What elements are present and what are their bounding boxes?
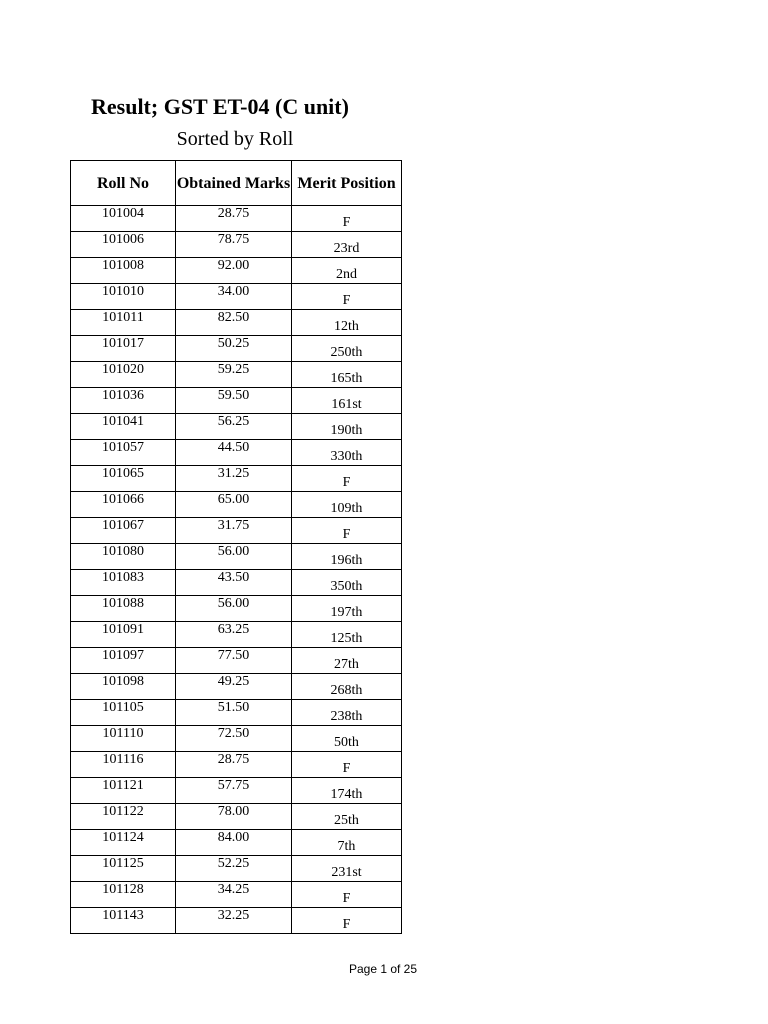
cell-obtained-marks: 65.00 bbox=[176, 492, 292, 518]
cell-merit-position: 330th bbox=[292, 440, 402, 466]
cell-obtained-marks: 72.50 bbox=[176, 726, 292, 752]
cell-merit-position: 190th bbox=[292, 414, 402, 440]
cell-merit-position: F bbox=[292, 206, 402, 232]
cell-obtained-marks: 49.25 bbox=[176, 674, 292, 700]
table-row bbox=[71, 726, 402, 752]
cell-merit-position: F bbox=[292, 908, 402, 934]
results-table-body bbox=[71, 206, 402, 934]
cell-obtained-marks: 31.25 bbox=[176, 466, 292, 492]
cell-obtained-marks: 50.25 bbox=[176, 336, 292, 362]
page-title: Result; GST ET-04 (C unit) bbox=[91, 94, 349, 119]
cell-obtained-marks: 92.00 bbox=[176, 258, 292, 284]
cell-merit-position: 165th bbox=[292, 362, 402, 388]
cell-roll-no: 101116 bbox=[71, 752, 176, 778]
cell-roll-no: 101125 bbox=[71, 856, 176, 882]
cell-obtained-marks: 28.75 bbox=[176, 206, 292, 232]
cell-roll-no: 101110 bbox=[71, 726, 176, 752]
cell-merit-position: 12th bbox=[292, 310, 402, 336]
cell-merit-position: 250th bbox=[292, 336, 402, 362]
cell-merit-position: 23rd bbox=[292, 232, 402, 258]
header-row bbox=[71, 161, 402, 206]
cell-obtained-marks: 28.75 bbox=[176, 752, 292, 778]
table-row bbox=[71, 440, 402, 466]
cell-obtained-marks: 59.50 bbox=[176, 388, 292, 414]
cell-roll-no: 101020 bbox=[71, 362, 176, 388]
table-row bbox=[71, 388, 402, 414]
cell-roll-no: 101006 bbox=[71, 232, 176, 258]
cell-obtained-marks: 84.00 bbox=[176, 830, 292, 856]
cell-obtained-marks: 56.00 bbox=[176, 596, 292, 622]
cell-obtained-marks: 52.25 bbox=[176, 856, 292, 882]
table-row bbox=[71, 882, 402, 908]
cell-roll-no: 101066 bbox=[71, 492, 176, 518]
table-row bbox=[71, 518, 402, 544]
cell-merit-position: 174th bbox=[292, 778, 402, 804]
cell-merit-position: 109th bbox=[292, 492, 402, 518]
table-row bbox=[71, 700, 402, 726]
cell-merit-position: 125th bbox=[292, 622, 402, 648]
table-row bbox=[71, 830, 402, 856]
cell-obtained-marks: 44.50 bbox=[176, 440, 292, 466]
table-row bbox=[71, 804, 402, 830]
cell-roll-no: 101121 bbox=[71, 778, 176, 804]
table-row bbox=[71, 544, 402, 570]
cell-roll-no: 101065 bbox=[71, 466, 176, 492]
cell-merit-position: 27th bbox=[292, 648, 402, 674]
cell-merit-position: F bbox=[292, 518, 402, 544]
cell-merit-position: 25th bbox=[292, 804, 402, 830]
cell-roll-no: 101097 bbox=[71, 648, 176, 674]
cell-roll-no: 101067 bbox=[71, 518, 176, 544]
table-row bbox=[71, 596, 402, 622]
cell-merit-position: F bbox=[292, 284, 402, 310]
cell-obtained-marks: 34.25 bbox=[176, 882, 292, 908]
cell-obtained-marks: 78.00 bbox=[176, 804, 292, 830]
cell-roll-no: 101010 bbox=[71, 284, 176, 310]
cell-roll-no: 101017 bbox=[71, 336, 176, 362]
header-roll-no: Roll No bbox=[71, 161, 176, 206]
cell-roll-no: 101080 bbox=[71, 544, 176, 570]
cell-roll-no: 101124 bbox=[71, 830, 176, 856]
cell-roll-no: 101143 bbox=[71, 908, 176, 934]
cell-merit-position: 350th bbox=[292, 570, 402, 596]
cell-merit-position: F bbox=[292, 882, 402, 908]
cell-obtained-marks: 59.25 bbox=[176, 362, 292, 388]
cell-roll-no: 101122 bbox=[71, 804, 176, 830]
cell-roll-no: 101036 bbox=[71, 388, 176, 414]
table-row bbox=[71, 570, 402, 596]
cell-merit-position: 7th bbox=[292, 830, 402, 856]
cell-merit-position: 161st bbox=[292, 388, 402, 414]
header-obtained-marks: Obtained Marks bbox=[176, 161, 292, 206]
cell-roll-no: 101083 bbox=[71, 570, 176, 596]
cell-obtained-marks: 32.25 bbox=[176, 908, 292, 934]
table-row bbox=[71, 232, 402, 258]
header-merit-position: Merit Position bbox=[292, 161, 402, 206]
cell-obtained-marks: 57.75 bbox=[176, 778, 292, 804]
cell-obtained-marks: 43.50 bbox=[176, 570, 292, 596]
cell-roll-no: 101091 bbox=[71, 622, 176, 648]
cell-roll-no: 101128 bbox=[71, 882, 176, 908]
table-row bbox=[71, 206, 402, 232]
cell-roll-no: 101098 bbox=[71, 674, 176, 700]
cell-obtained-marks: 82.50 bbox=[176, 310, 292, 336]
cell-roll-no: 101011 bbox=[71, 310, 176, 336]
cell-roll-no: 101105 bbox=[71, 700, 176, 726]
cell-merit-position: 238th bbox=[292, 700, 402, 726]
page-subtitle: Sorted by Roll bbox=[176, 128, 294, 150]
cell-roll-no: 101057 bbox=[71, 440, 176, 466]
table-row bbox=[71, 908, 402, 934]
table-row bbox=[71, 648, 402, 674]
table-row bbox=[71, 622, 402, 648]
table-row bbox=[71, 284, 402, 310]
cell-obtained-marks: 51.50 bbox=[176, 700, 292, 726]
cell-merit-position: 231st bbox=[292, 856, 402, 882]
table-row bbox=[71, 778, 402, 804]
cell-obtained-marks: 31.75 bbox=[176, 518, 292, 544]
table-row bbox=[71, 414, 402, 440]
table-row bbox=[71, 674, 402, 700]
cell-merit-position: F bbox=[292, 466, 402, 492]
results-table bbox=[70, 160, 402, 934]
cell-obtained-marks: 78.75 bbox=[176, 232, 292, 258]
cell-merit-position: 268th bbox=[292, 674, 402, 700]
table-row bbox=[71, 752, 402, 778]
cell-obtained-marks: 63.25 bbox=[176, 622, 292, 648]
cell-obtained-marks: 34.00 bbox=[176, 284, 292, 310]
cell-merit-position: F bbox=[292, 752, 402, 778]
cell-merit-position: 2nd bbox=[292, 258, 402, 284]
results-table-header bbox=[71, 161, 402, 206]
cell-merit-position: 196th bbox=[292, 544, 402, 570]
table-row bbox=[71, 466, 402, 492]
cell-roll-no: 101004 bbox=[71, 206, 176, 232]
table-row bbox=[71, 258, 402, 284]
cell-obtained-marks: 77.50 bbox=[176, 648, 292, 674]
cell-obtained-marks: 56.00 bbox=[176, 544, 292, 570]
cell-roll-no: 101041 bbox=[71, 414, 176, 440]
table-row bbox=[71, 310, 402, 336]
cell-obtained-marks: 56.25 bbox=[176, 414, 292, 440]
cell-merit-position: 197th bbox=[292, 596, 402, 622]
cell-roll-no: 101008 bbox=[71, 258, 176, 284]
page-number: Page 1 of 25 bbox=[348, 962, 418, 976]
table-row bbox=[71, 336, 402, 362]
table-row bbox=[71, 362, 402, 388]
table-row bbox=[71, 492, 402, 518]
cell-merit-position: 50th bbox=[292, 726, 402, 752]
cell-roll-no: 101088 bbox=[71, 596, 176, 622]
table-row bbox=[71, 856, 402, 882]
